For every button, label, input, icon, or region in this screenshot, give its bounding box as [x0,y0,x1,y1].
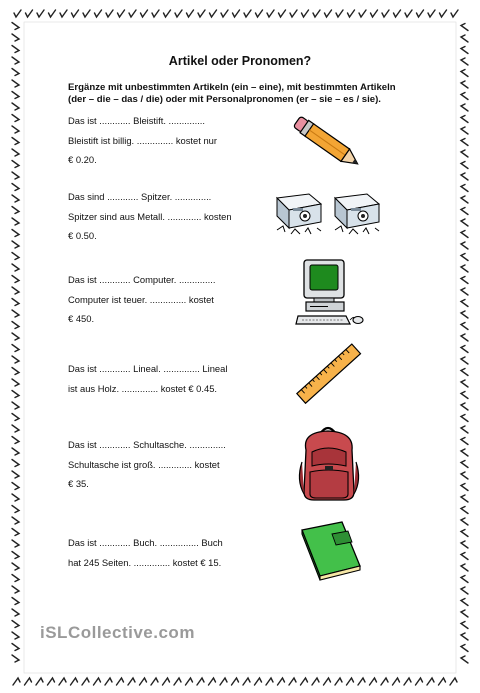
border-mark [12,644,19,651]
border-mark [461,564,468,571]
border-mark [129,10,136,17]
border-mark [12,655,19,662]
border-mark [461,507,468,514]
border-mark [151,678,158,685]
border-mark [14,10,21,17]
border-mark [12,425,19,432]
border-mark [12,115,19,122]
exercise-line: hat 245 Seiten. .............. kostet € 15. [68,556,222,568]
border-mark [461,93,468,100]
border-mark [187,10,194,17]
border-mark [141,10,148,17]
border-mark [289,678,296,685]
instruction-text [68,82,398,106]
border-mark [12,276,19,283]
border-mark [12,46,19,53]
border-mark [12,356,19,363]
border-mark [12,241,19,248]
border-mark [221,10,228,17]
exercise-line: € 450. [68,313,95,324]
border-mark [48,678,55,685]
exercise-line: ist aus Holz. .............. kostet € 0.45. [68,382,218,394]
border-mark [439,678,446,685]
exercise-5 [68,435,258,494]
border-mark [461,334,468,341]
border-mark [255,678,262,685]
exercise-line: Spitzer sind aus Metall. ............. kosten [68,210,232,222]
border-mark [461,208,468,215]
border-mark [358,678,365,685]
border-mark [404,678,411,685]
border-mark [12,494,19,501]
border-mark [461,323,468,330]
border-mark [324,678,331,685]
border-mark [12,391,19,398]
border-mark [12,322,19,329]
border-mark [394,10,401,17]
border-mark [256,10,263,17]
border-mark [461,380,468,387]
border-mark [118,10,125,17]
border-mark [461,242,468,249]
border-mark [12,149,19,156]
border-mark [371,10,378,17]
border-mark [461,346,468,353]
border-mark [117,678,124,685]
border-mark [461,392,468,399]
border-mark [197,678,204,685]
exercise-line: Das ist ............ Bleistift. .............. [68,115,206,126]
exercise-line: Computer ist teuer. .............. kostet [68,293,214,305]
border-mark [13,678,20,685]
book-icon [296,518,366,582]
exercise-line: Das ist ............ Buch. ............... Buch [68,537,223,548]
exercise-4 [68,359,258,398]
border-mark [12,230,19,237]
border-mark [37,10,44,17]
border-mark [220,678,227,685]
exercise-line: Bleistift ist billig. .............. kostet nur [68,134,218,146]
border-mark [12,609,19,616]
border-mark [12,161,19,168]
exercise-line: Das sind ............ Spitzer. .............. [68,191,212,202]
border-mark [232,678,239,685]
exercise-line: Das ist ............ Computer. .............. [68,274,216,285]
border-mark [461,484,468,491]
border-mark [36,678,43,685]
border-mark [461,369,468,376]
border-mark [461,173,468,180]
border-mark [427,678,434,685]
border-mark [461,495,468,502]
border-mark [106,10,113,17]
border-mark [461,622,468,629]
border-mark [244,10,251,17]
border-mark [461,461,468,468]
border-mark [12,195,19,202]
border-mark [82,678,89,685]
border-mark [243,678,250,685]
border-mark [140,678,147,685]
border-mark [279,10,286,17]
border-mark [347,678,354,685]
border-mark [12,632,19,639]
border-mark [461,472,468,479]
border-mark [267,10,274,17]
border-mark [461,277,468,284]
border-mark [72,10,79,17]
border-mark [12,172,19,179]
border-mark [12,345,19,352]
border-mark [12,333,19,340]
border-mark [335,678,342,685]
border-mark [12,138,19,145]
border-mark [461,300,468,307]
border-mark [461,633,468,640]
border-mark [461,116,468,123]
border-mark [12,529,19,536]
border-mark [12,437,19,444]
border-mark [12,287,19,294]
border-mark [12,414,19,421]
ruler-icon [296,342,362,406]
border-mark [12,218,19,225]
border-mark [12,310,19,317]
border-mark [278,678,285,685]
border-mark [12,621,19,628]
exercise-line: Das ist ............ Schultasche. .............. [68,439,226,450]
border-mark [12,69,19,76]
border-mark [302,10,309,17]
border-mark [393,678,400,685]
border-mark [461,24,468,31]
border-mark [12,540,19,547]
border-mark [12,471,19,478]
worksheet-title: Artikel oder Pronomen? [168,54,312,68]
border-mark [450,678,457,685]
border-mark [440,10,447,17]
border-mark [59,678,66,685]
brand-watermark: iSLCollective.com [40,623,195,642]
border-mark [461,403,468,410]
border-mark [60,10,67,17]
decorative-border [9,7,471,688]
border-mark [210,10,217,17]
border-mark [461,47,468,54]
border-mark [12,253,19,260]
border-mark [461,438,468,445]
border-mark [461,127,468,134]
border-mark [105,678,112,685]
border-mark [12,80,19,87]
exercise-line: € 0.20. [68,154,97,165]
border-mark [12,563,19,570]
border-mark [461,231,468,238]
border-mark [12,207,19,214]
border-mark [12,368,19,375]
border-mark [12,483,19,490]
border-mark [461,415,468,422]
border-mark [174,678,181,685]
border-mark [461,254,468,261]
border-mark [266,678,273,685]
border-mark [152,10,159,17]
border-mark [461,150,468,157]
border-mark [209,678,216,685]
border-mark [428,10,435,17]
border-mark [128,678,135,685]
border-mark [461,70,468,77]
border-mark [381,678,388,685]
border-mark [461,162,468,169]
border-mark [461,219,468,226]
border-mark [233,10,240,17]
border-mark [12,379,19,386]
border-mark [12,460,19,467]
border-mark [461,311,468,318]
exercise-line: € 35. [68,478,89,489]
border-mark [301,678,308,685]
border-mark [12,92,19,99]
border-mark [163,678,170,685]
border-mark [416,678,423,685]
exercise-1 [68,111,258,170]
border-mark [461,357,468,364]
border-mark [12,552,19,559]
border-mark [461,288,468,295]
border-mark [461,530,468,537]
border-mark [461,553,468,560]
border-mark [336,10,343,17]
border-mark [12,23,19,30]
border-mark [382,10,389,17]
border-mark [12,506,19,513]
border-mark [71,678,78,685]
exercise-6 [68,533,258,572]
border-mark [461,645,468,652]
border-mark [198,10,205,17]
border-mark [461,35,468,42]
border-mark [451,10,458,17]
exercise-line: Das ist ............ Lineal. .............. Lineal [68,363,228,374]
border-mark [461,587,468,594]
border-mark [12,299,19,306]
border-mark [312,678,319,685]
border-mark [461,518,468,525]
border-mark [461,599,468,606]
instruction-line-2: (der – die – das / die) oder mit Personalpronomen (er – sie – es / sie). [68,94,381,105]
border-mark [164,10,171,17]
computer-icon [294,256,366,328]
border-mark [461,185,468,192]
instruction-line-1: Ergänze mit unbestimmten Artikeln (ein – eine), mit bestimmten Artikeln [68,82,396,93]
border-mark [348,10,355,17]
exercise-3 [68,270,258,329]
exercise-line: € 0.50. [68,230,97,241]
border-mark [290,10,297,17]
border-mark [461,449,468,456]
border-mark [405,10,412,17]
border-mark [461,576,468,583]
border-mark [186,678,193,685]
border-mark [12,103,19,110]
school-bag-icon [292,422,366,504]
border-mark [325,10,332,17]
border-mark [313,10,320,17]
border-mark [12,264,19,271]
border-mark [461,104,468,111]
border-mark [12,34,19,41]
border-mark [461,139,468,146]
border-mark [12,402,19,409]
border-mark [461,610,468,617]
border-mark [175,10,182,17]
border-mark [12,517,19,524]
border-mark [12,126,19,133]
border-mark [49,10,56,17]
border-mark [12,598,19,605]
border-mark [26,10,33,17]
border-mark [370,678,377,685]
border-mark [12,184,19,191]
border-mark [461,196,468,203]
border-mark [94,678,101,685]
exercise-line: Schultasche ist groß. ............. kostet [68,458,220,470]
pencil-icon [286,112,368,174]
border-mark [461,426,468,433]
border-mark [461,81,468,88]
border-mark [461,265,468,272]
border-mark [417,10,424,17]
border-mark [95,10,102,17]
exercise-2 [68,187,258,246]
border-mark [461,656,468,663]
border-mark [12,575,19,582]
border-mark [461,541,468,548]
border-mark [12,586,19,593]
border-mark [25,678,32,685]
border-mark [83,10,90,17]
border-mark [12,448,19,455]
pencil-sharpener-icon [273,190,385,242]
border-mark [359,10,366,17]
